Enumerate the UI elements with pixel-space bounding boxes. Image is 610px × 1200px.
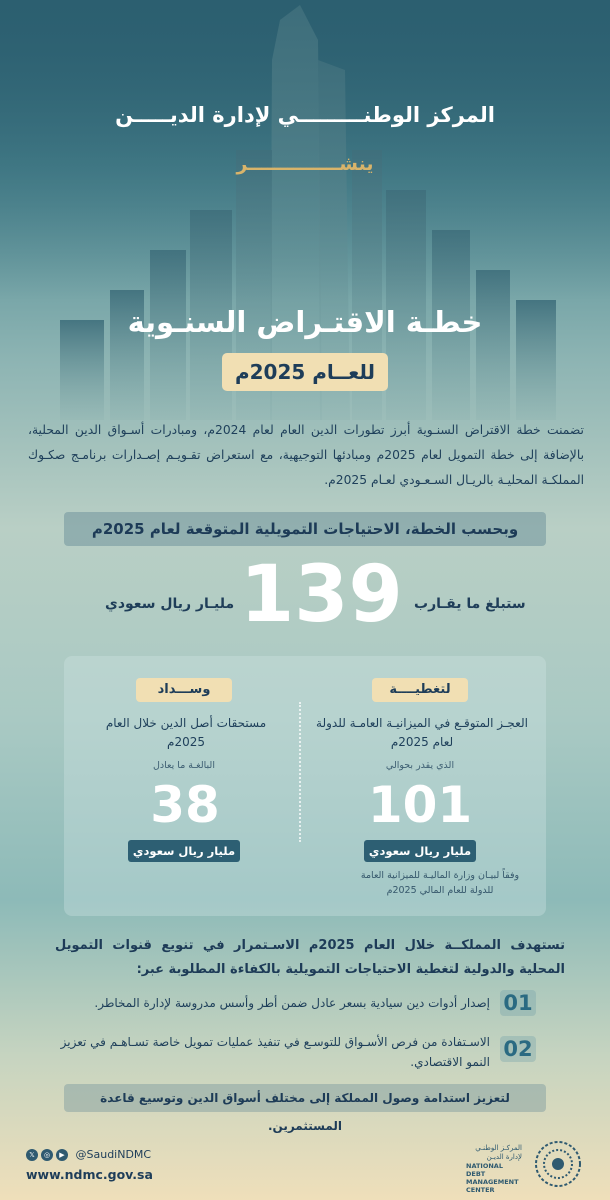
- x-icon[interactable]: 𝕏: [26, 1149, 38, 1161]
- org-title: المركز الوطنـــــــــي لإدارة الديـــــن: [115, 103, 495, 127]
- financing-heading: وبحسب الخطة، الاحتياجات التمويلية المتوقعة لعام 2025م: [64, 512, 546, 546]
- social-icons: [26, 1149, 68, 1161]
- financing-total-row: [0, 550, 610, 646]
- logo-arabic-text: المركـز الوطنـي لإدارة الديـن: [475, 1144, 522, 1161]
- instagram-icon[interactable]: ◎: [41, 1149, 53, 1161]
- plan-title: خطـة الاقتـراض السنـوية: [127, 305, 483, 339]
- social-handle[interactable]: @SaudiNDMC: [75, 1148, 152, 1161]
- ndmc-logo: [464, 1138, 584, 1194]
- closing-statement: لتعزيز استدامة وصول المملكة إلى مختلف أسواق الدين وتوسيع قاعدة المستثمرين.: [64, 1084, 546, 1112]
- year-badge: للعــام 2025م: [222, 353, 388, 391]
- target-item-number: 02: [500, 1036, 536, 1062]
- cover-tag: لتغطيــــة: [372, 678, 468, 702]
- cover-description: العجـز المتوقـع في الميزانيـة العامـة للدولة لعام 2025م: [316, 716, 528, 749]
- repay-approx-label: البالغـة ما يعادل: [153, 760, 215, 771]
- repay-description: مستحقات أصل الدين خلال العام 2025م: [105, 716, 267, 749]
- footer-contact: [26, 1148, 153, 1182]
- intro-paragraph: تضمنت خطة الاقتراض السنـوية أبرز تطورات الدين العام لعام 2024م، ومبادرات أسـواق الدين المحلية، بالإضافة إلى خطة التمويل لعام 2025م ومبادئها التوجيهية، مع استعراض تقـويـم إصـدارات برنامـج صكـوك المملكـة المحليـة بالريـال السـعـودي لعـام 2025م.: [28, 423, 584, 487]
- target-item-number: 01: [500, 990, 536, 1016]
- cover-unit: مليار ريال سعودي: [364, 840, 476, 862]
- repay-value: 38: [150, 776, 220, 834]
- logo-english-text: NATIONAL DEBT MANAGEMENT CENTER: [466, 1162, 519, 1194]
- financing-total-value: 139: [240, 550, 403, 640]
- cover-source-note: وفقاً لبيـان وزارة الماليـة للميزانية العامة للدولة للعام المالي 2025م: [360, 870, 520, 896]
- cover-value: 101: [367, 776, 473, 834]
- youtube-icon[interactable]: ▶: [56, 1149, 68, 1161]
- financing-prefix: ستبلغ ما يقـارب: [414, 596, 526, 612]
- breakdown-divider: [299, 702, 301, 842]
- financing-unit: مليـار ريال سعودي: [105, 596, 235, 612]
- target-item-text: إصدار أدوات دين سيادية بسعر عادل ضمن أطر وأسس مدروسة لإدارة المخاطر.: [94, 996, 490, 1010]
- publishes-label: ينشــــــــــــــر: [236, 153, 374, 175]
- target-item-text: الاسـتفادة من فرص الأسـواق للتوسـع في تنفيذ عمليات تمويل خاصة تسـاهـم في تعزيز النمو الاقتصادي.: [60, 1035, 490, 1069]
- ndmc-emblem-icon: [532, 1138, 584, 1190]
- targets-intro: تستهدف المملكــة خلال العام 2025م الاسـتمرار في تنويع قنوات التمويل المحلية والدولية لتغطية الاحتياجات التمويلية بالكفاءة المطلوبة عبر:: [55, 938, 565, 977]
- repay-unit: مليار ريال سعودي: [128, 840, 240, 862]
- repay-tag: وســـداد: [136, 678, 232, 702]
- website-link[interactable]: www.ndmc.gov.sa: [26, 1167, 153, 1182]
- cover-approx-label: الذي يقدر بحوالي: [385, 760, 455, 771]
